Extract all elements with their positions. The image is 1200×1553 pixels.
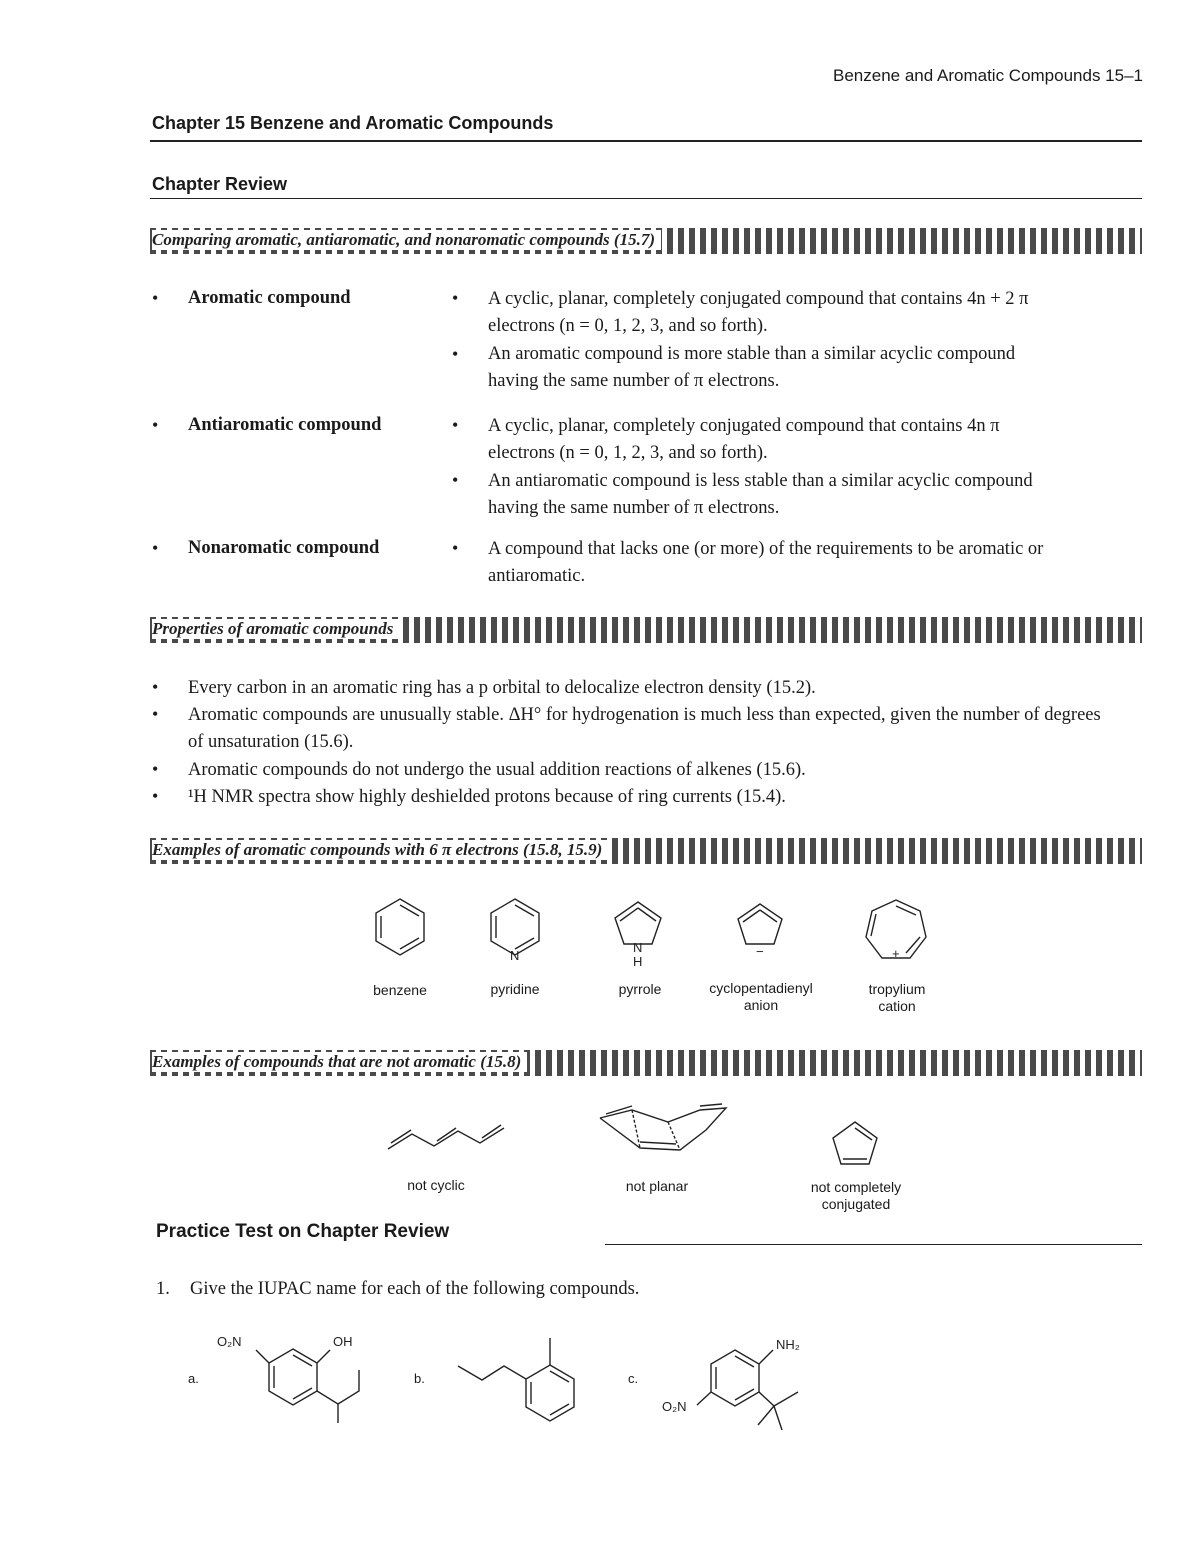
label-b: b. (414, 1371, 425, 1386)
band-title-aromatic-examples: Examples of aromatic compounds with 6 π electrons (15.8, 15.9) (152, 840, 608, 860)
label-not-planar: not planar (625, 1178, 689, 1194)
definition-aromatic-1: A cyclic, planar, completely conjugated compound that contains 4n + 2 π electrons (n = 0, 1, 2, 3, and so forth). (488, 289, 1029, 336)
term-aromatic: Aromatic compound (188, 288, 351, 308)
tropylium-plus-charge: + (892, 946, 900, 961)
label-line: cyclopentadienyl (709, 980, 813, 996)
term-antiaromatic: Antiaromatic compound (188, 415, 382, 435)
compound-c-nh2: NH₂ (776, 1337, 800, 1352)
property-item: Aromatic compounds are unusually stable. ΔH° for hydrogenation is much less than expected, given the number of degrees of unsaturation (15.6). (188, 705, 1101, 752)
band-title-comparing: Comparing aromatic, antiaromatic, and nonaromatic compounds (15.7) (152, 230, 661, 250)
compound-a-structure (256, 1349, 359, 1423)
label-benzene: benzene (373, 982, 427, 998)
bullet: • (152, 677, 159, 697)
cp-minus-charge: − (756, 944, 764, 959)
label-a: a. (188, 1371, 199, 1386)
pyrrole-h-atom: H (633, 954, 643, 969)
definition-antiaromatic-1: A cyclic, planar, completely conjugated compound that contains 4n π electrons (n = 0, 1, 2, 3, and so forth). (488, 416, 1000, 463)
definition-aromatic-2: An aromatic compound is more stable than a similar acyclic compound having the same number of π electrons. (488, 344, 1016, 391)
bullet: • (152, 538, 159, 558)
bullet: • (452, 470, 459, 490)
definition-nonaromatic-1: A compound that lacks one (or more) of the requirements to be aromatic or antiaromatic. (488, 539, 1044, 586)
practice-heading: Practice Test on Chapter Review (156, 1221, 450, 1242)
band-title-not-aromatic: Examples of compounds that are not aromatic (15.8) (152, 1052, 527, 1072)
label-pyrrole: pyrrole (618, 981, 662, 997)
question-text: Give the IUPAC name for each of the following compounds. (190, 1279, 640, 1299)
label-not-cyclic: not cyclic (407, 1177, 465, 1193)
bullet: • (152, 288, 159, 308)
bullet: • (152, 786, 159, 806)
pyridine-n-atom: N (510, 948, 520, 963)
property-item: Aromatic compounds do not undergo the usual addition reactions of alkenes (15.6). (188, 760, 806, 780)
bullet: • (452, 415, 459, 435)
term-nonaromatic: Nonaromatic compound (188, 538, 380, 558)
label-line: anion (743, 997, 779, 1013)
bullet: • (452, 344, 459, 364)
chapter-review-heading: Chapter Review (152, 174, 288, 194)
bullet: • (452, 538, 459, 558)
running-head: Benzene and Aromatic Compounds 15–1 (833, 66, 1143, 85)
compound-c-o2n: O₂N (662, 1399, 687, 1414)
chapter-title: Chapter 15 Benzene and Aromatic Compounds (152, 113, 554, 133)
label-line: tropylium (868, 981, 926, 997)
bullet: • (152, 415, 159, 435)
property-item: Every carbon in an aromatic ring has a p orbital to delocalize electron density (15.2). (188, 678, 816, 698)
bullet: • (152, 704, 159, 724)
compound-c-structure (697, 1350, 798, 1430)
label-pyridine: pyridine (490, 981, 540, 997)
compound-b-structure (458, 1338, 574, 1421)
bullet: • (152, 759, 159, 779)
question-number: 1. (156, 1279, 170, 1299)
label-c: c. (628, 1371, 639, 1386)
band-title-properties: Properties of aromatic compounds (152, 619, 399, 639)
property-item: ¹H NMR spectra show highly deshielded protons because of ring currents (15.4). (188, 787, 786, 807)
compound-a-o2n: O₂N (217, 1334, 242, 1349)
bullet: • (452, 288, 459, 308)
compound-a-oh: OH (333, 1334, 353, 1349)
pyrrole-n-atom: N (633, 940, 643, 955)
definition-antiaromatic-2: An antiaromatic compound is less stable than a similar acyclic compound having the same number of π electrons. (488, 471, 1033, 518)
label-line: conjugated (821, 1196, 891, 1212)
label-line: cation (878, 998, 916, 1014)
label-line: not completely (810, 1179, 902, 1195)
